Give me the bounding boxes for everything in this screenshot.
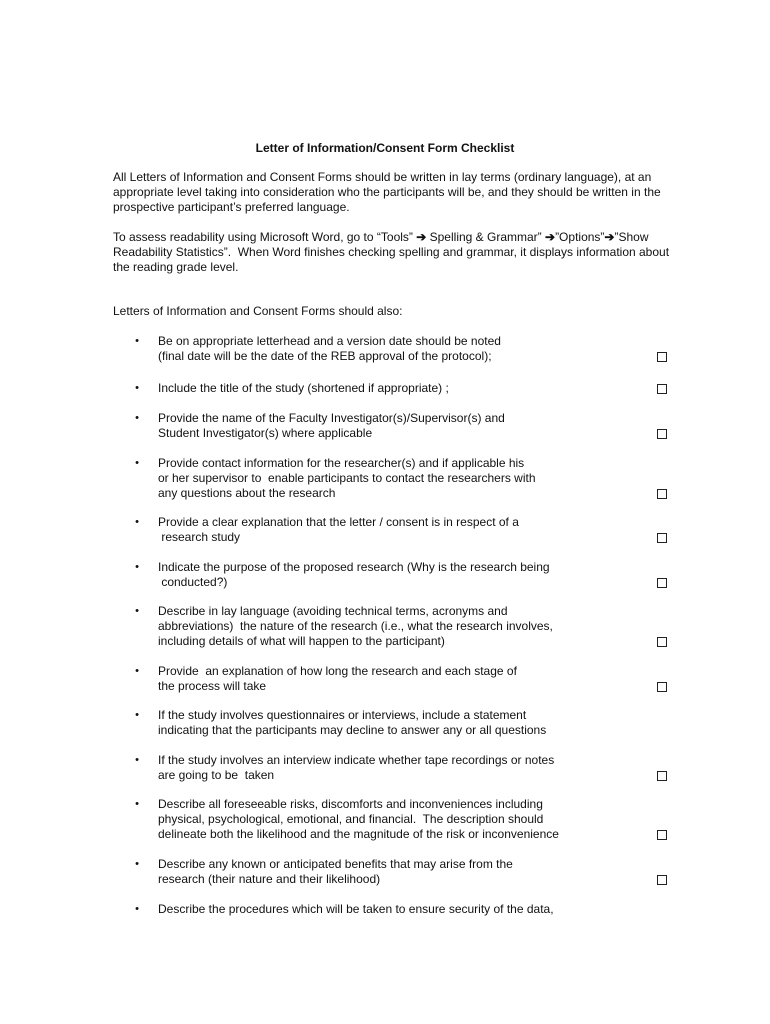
checklist-item-line: Provide an explanation of how long the research and each stage of [158, 664, 517, 678]
checklist-item-line: research study [158, 530, 241, 544]
bullet-icon: • [135, 412, 139, 424]
checkbox[interactable] [657, 429, 667, 439]
readability-text: ”Options” [555, 230, 605, 244]
checklist-item-line: delineate both the likelihood and the magnitude of the risk or inconvenience [158, 827, 559, 841]
intro-line: All Letters of Information and Consent Forms should be written in lay terms (ordinary language), at an [113, 170, 652, 184]
bullet-icon: • [135, 516, 139, 528]
readability-paragraph [113, 230, 713, 275]
checklist-item-line: the process will take [158, 679, 267, 693]
checklist-item-text [158, 604, 553, 649]
checklist-item-text [158, 797, 559, 842]
checklist-item-line: Be on appropriate letterhead and a version date should be noted [158, 334, 501, 348]
checkbox[interactable] [657, 533, 667, 543]
arrow-icon: ➔ [416, 230, 427, 244]
bullet-icon: • [135, 858, 139, 870]
intro-line: prospective participant’s preferred language. [113, 200, 350, 214]
bullet-icon: • [135, 754, 139, 766]
checklist-item-line: If the study involves an interview indicate whether tape recordings or notes [158, 753, 555, 767]
readability-line: the reading grade level. [113, 260, 239, 274]
checklist-item-text [158, 411, 505, 441]
checkbox[interactable] [657, 384, 667, 394]
checklist-item-line: (final date will be the date of the REB approval of the protocol); [158, 349, 492, 363]
checkbox[interactable] [657, 875, 667, 885]
checklist-item-line: conducted?) [158, 575, 228, 589]
checklist-item-text [158, 334, 501, 364]
checklist-item-text [158, 902, 554, 917]
readability-line: Readability Statistics”. When Word finishes checking spelling and grammar, it displays information about [113, 245, 670, 259]
checkbox[interactable] [657, 578, 667, 588]
checklist-item-text [158, 560, 550, 590]
checklist-item-line: Describe all foreseeable risks, discomforts and inconveniences including [158, 797, 543, 811]
bullet-icon: • [135, 561, 139, 573]
checklist-item-line: Describe the procedures which will be taken to ensure security of the data, [158, 902, 554, 916]
checklist-item-text [158, 753, 554, 783]
checklist-item-line: physical, psychological, emotional, and financial. The description should [158, 812, 544, 826]
readability-line [113, 230, 713, 245]
bullet-icon: • [135, 382, 139, 394]
checklist-item-line: Provide contact information for the researcher(s) and if applicable his [158, 456, 525, 470]
checklist-item-line: or her supervisor to enable participants to contact the researchers with [158, 471, 536, 485]
checklist-item-line: Provide a clear explanation that the letter / consent is in respect of a [158, 515, 519, 529]
bullet-icon: • [135, 798, 139, 810]
checklist-item-line: including details of what will happen to the participant) [158, 634, 445, 648]
checklist-item-line: If the study involves questionnaires or interviews, include a statement [158, 708, 527, 722]
checklist-item-line: Include the title of the study (shortened if appropriate) ; [158, 381, 449, 395]
intro-line: appropriate level taking into consideration who the participants will be, and they should be written in the [113, 185, 661, 199]
checklist-item-line: Indicate the purpose of the proposed research (Why is the research being [158, 560, 550, 574]
checklist-item-text [158, 456, 536, 501]
also-heading: Letters of Information and Consent Forms should also: [113, 304, 403, 318]
checklist-item-line: are going to be taken [158, 768, 275, 782]
intro-paragraph [113, 170, 713, 215]
checklist-item-line: research (their nature and their likelihood) [158, 872, 381, 886]
checklist-item-line: any questions about the research [158, 486, 336, 500]
readability-text: To assess readability using Microsoft Word, go to “Tools” [113, 230, 417, 244]
arrow-icon: ➔ [604, 230, 615, 244]
checklist-item-text [158, 857, 513, 887]
checkbox[interactable] [657, 771, 667, 781]
checkbox[interactable] [657, 637, 667, 647]
page-title: Letter of Information/Consent Form Checklist [255, 141, 515, 155]
bullet-icon: • [135, 709, 139, 721]
arrow-icon: ➔ [545, 230, 556, 244]
checklist-item-text [158, 708, 546, 738]
checklist-item-text [158, 381, 449, 396]
checklist-item-line: abbreviations) the nature of the research (i.e., what the research involves, [158, 619, 553, 633]
bullet-icon: • [135, 335, 139, 347]
bullet-icon: • [135, 665, 139, 677]
bullet-icon: • [135, 903, 139, 915]
readability-text: ”Show [614, 230, 649, 244]
checkbox[interactable] [657, 489, 667, 499]
bullet-icon: • [135, 457, 139, 469]
readability-text: Spelling & Grammar” [426, 230, 545, 244]
checklist-item-text [158, 515, 519, 545]
bullet-icon: • [135, 605, 139, 617]
checklist-item-line: Describe any known or anticipated benefits that may arise from the [158, 857, 513, 871]
checklist-item-text [158, 664, 517, 694]
checklist-item-line: Provide the name of the Faculty Investigator(s)/Supervisor(s) and [158, 411, 505, 425]
checklist-item-line: Describe in lay language (avoiding technical terms, acronyms and [158, 604, 508, 618]
checkbox[interactable] [657, 682, 667, 692]
checklist-item-line: Student Investigator(s) where applicable [158, 426, 373, 440]
checkbox[interactable] [657, 830, 667, 840]
checkbox[interactable] [657, 352, 667, 362]
checklist-item-line: indicating that the participants may decline to answer any or all questions [158, 723, 547, 737]
